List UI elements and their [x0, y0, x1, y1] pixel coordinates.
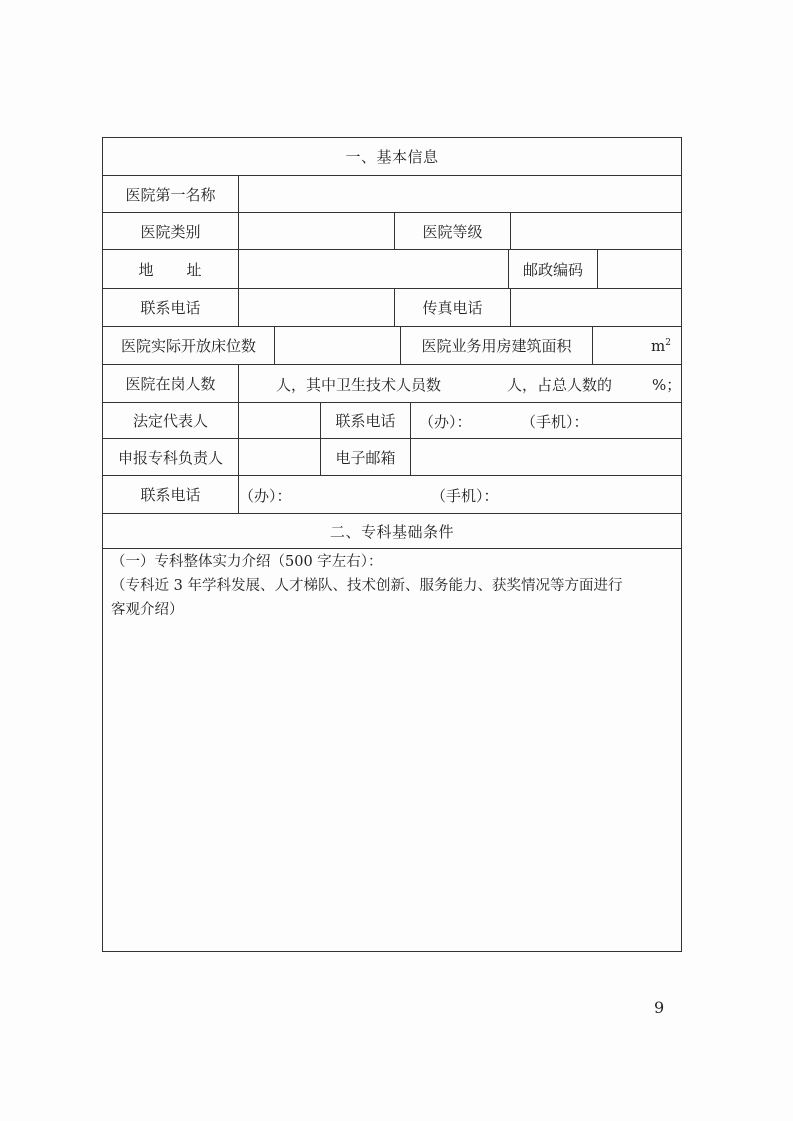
- legal-rep-phone-field[interactable]: [411, 403, 681, 438]
- specialty-head-phone-field[interactable]: [239, 476, 681, 513]
- hospital-name-label: 医院第一名称: [103, 176, 239, 212]
- legal-rep-label: 法定代表人: [103, 403, 239, 438]
- hospital-grade-label: 医院等级: [395, 213, 511, 249]
- hospital-category-field[interactable]: [239, 213, 395, 249]
- staff-count-text-1: 人，其中卫生技术人员数: [276, 376, 442, 394]
- hospital-grade-field[interactable]: [511, 213, 681, 249]
- postal-code-label: 邮政编码: [509, 250, 598, 288]
- row-specialty-head-phone: [103, 476, 681, 514]
- staff-count-text-2: 人，占总人数的: [507, 376, 613, 394]
- open-beds-label: 医院实际开放床位数: [103, 327, 275, 364]
- fax-field[interactable]: [511, 289, 681, 326]
- row-beds-area: [103, 327, 681, 365]
- contact-phone-field[interactable]: [239, 289, 395, 326]
- specialty-head-label: 申报专科负责人: [103, 439, 239, 475]
- address-field[interactable]: [239, 250, 509, 288]
- row-hospital-name: [103, 176, 681, 213]
- row-hospital-category: [103, 213, 681, 250]
- specialty-intro-instruction-line1: （专科近 3 年学科发展、人才梯队、技术创新、服务能力、获奖情况等方面进行: [111, 578, 623, 594]
- section-specialty-foundation-title: 二、专科基础条件: [329, 522, 454, 541]
- row-specialty-head: [103, 439, 681, 476]
- row-legal-representative: [103, 403, 681, 439]
- postal-code-field[interactable]: [598, 250, 681, 288]
- legal-rep-field[interactable]: [239, 403, 321, 438]
- open-beds-field[interactable]: [275, 327, 401, 364]
- specialty-head-phone-label: 联系电话: [103, 476, 239, 513]
- hospital-category-label: 医院类别: [103, 213, 239, 249]
- specialty-intro-instruction-line2: 客观介绍）: [111, 602, 184, 618]
- section-basic-info-header: [103, 138, 681, 176]
- address-label: 地 址: [103, 250, 239, 288]
- section-basic-info-title: 一、基本信息: [345, 148, 439, 166]
- contact-phone-label: 联系电话: [103, 289, 239, 326]
- legal-rep-office-phone-label: （办）：: [419, 413, 472, 431]
- specialty-intro-text: [111, 550, 622, 622]
- specialty-intro-heading: （一）专科整体实力介绍（500 字左右）：: [111, 554, 383, 570]
- fax-label: 传真电话: [395, 289, 511, 326]
- email-field[interactable]: [411, 439, 681, 475]
- legal-rep-phone-label: 联系电话: [321, 403, 411, 438]
- staff-count-label: 医院在岗人数: [103, 365, 239, 402]
- specialty-head-mobile-label: （手机）：: [431, 487, 499, 505]
- specialty-head-office-phone-label: （办）：: [239, 487, 292, 505]
- staff-count-field[interactable]: [239, 365, 681, 402]
- area-unit: $m^2$: [651, 336, 671, 355]
- staff-count-text-3: %；: [652, 376, 681, 394]
- hospital-name-field[interactable]: [239, 176, 681, 212]
- row-address: [103, 250, 681, 289]
- application-form-table: [102, 137, 682, 952]
- email-label: 电子邮箱: [321, 439, 411, 475]
- section-specialty-foundation-header: [103, 514, 681, 549]
- page-number: 9: [654, 998, 665, 1017]
- legal-rep-mobile-label: （手机）：: [521, 413, 589, 431]
- row-contact-phone: [103, 289, 681, 327]
- building-area-label: 医院业务用房建筑面积: [401, 327, 593, 364]
- specialty-intro-input-area[interactable]: [103, 628, 681, 951]
- row-staff-count: [103, 365, 681, 403]
- building-area-field[interactable]: [593, 327, 681, 364]
- specialty-head-field[interactable]: [239, 439, 321, 475]
